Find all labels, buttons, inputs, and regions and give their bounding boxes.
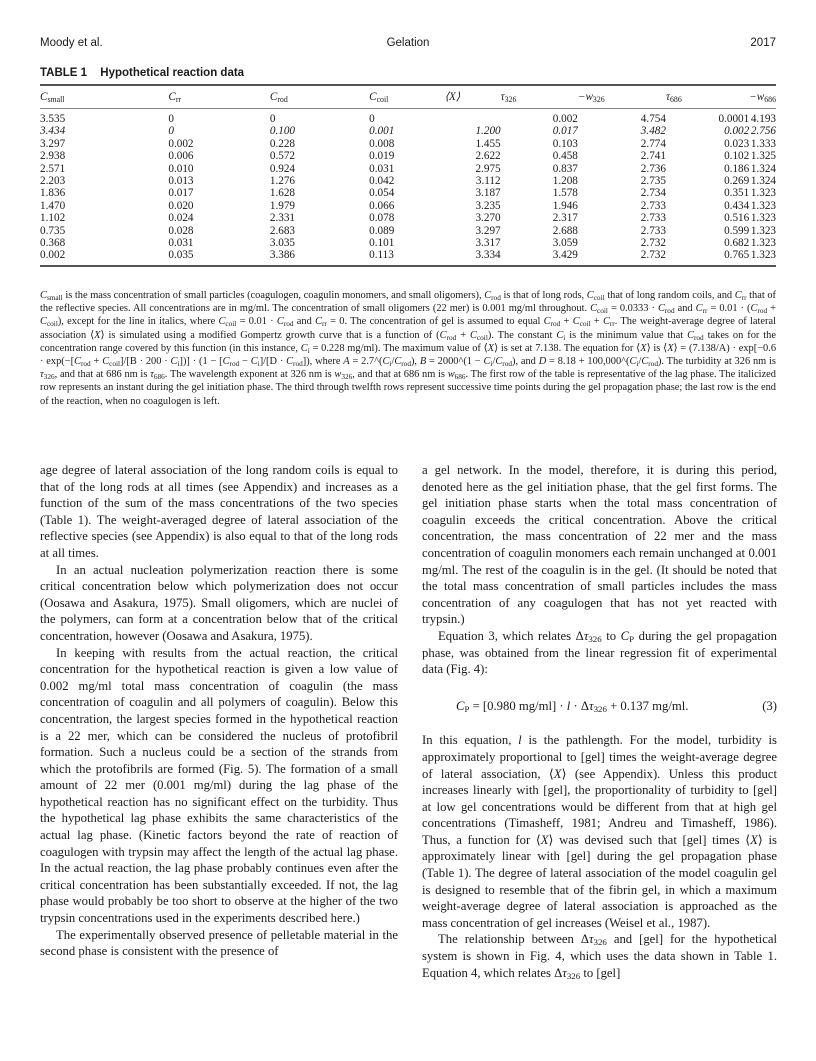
table-cell: 2.741 bbox=[640, 150, 666, 163]
table-cell: 2.733 bbox=[640, 224, 666, 237]
paragraph: a gel network. In the model, therefore, it is during this period, denoted here as the gel initiation phase, that the gel first forms. The gel initiation phase starts when the total mass concentration of coagulin exceeds the critical concentration. Above the critical concentration, the mass concentration of 22 mer and the mass concentration of coagulin monomers each remain unchanged at 0.001 mg/ml. The rest of the coagulin is in the gel. (It should be noted that the total mass concentration of small particles includes the mass concentration of any coagulogen that has not yet reacted with trypsin.) bbox=[422, 463, 777, 627]
column-header: $-w_{326}$ bbox=[577, 90, 605, 104]
table-cell: 1.276 bbox=[269, 175, 296, 188]
table-cell: 0.269 bbox=[724, 175, 750, 188]
table-cell: 2.203 bbox=[40, 175, 66, 188]
table-cell: 3.059 bbox=[552, 237, 578, 250]
table-cell: 3.429 bbox=[552, 249, 578, 262]
column-header: $C_{rod}$ bbox=[269, 90, 288, 104]
table-cell: 0.006 bbox=[168, 150, 194, 163]
table-cell: 3.297 bbox=[40, 137, 66, 150]
table-label: TABLE 1 bbox=[40, 67, 88, 79]
table-cell: 0.002 bbox=[40, 249, 66, 262]
table-cell: 2.732 bbox=[640, 237, 666, 250]
table-cell: 1.324 bbox=[750, 162, 776, 175]
table-body bbox=[40, 109, 776, 266]
table-cell: 3.297 bbox=[475, 224, 501, 237]
column-header: $C_{small}$ bbox=[40, 90, 65, 104]
equation-body: $C_P = [0.980$ $mg/ml] \cdot l \cdot \Delta\tau_{326} + 0.137$ mg/ml. bbox=[456, 698, 689, 714]
table-row bbox=[40, 187, 776, 199]
table-cell: 0.002 bbox=[724, 125, 750, 138]
table-cell: 2.732 bbox=[640, 249, 666, 262]
table-cell: 2.734 bbox=[640, 187, 666, 200]
table-cell: 4.754 bbox=[640, 113, 666, 125]
column-header: $\tau_{326}$ bbox=[500, 90, 517, 104]
table-cell: 0.0001 bbox=[718, 113, 750, 125]
table-cell: 1.324 bbox=[750, 175, 776, 188]
table-cell: 3.035 bbox=[269, 237, 296, 250]
table-cell: 4.193 bbox=[750, 113, 776, 125]
table-cell: 0.103 bbox=[552, 137, 578, 150]
table-cell: 0.042 bbox=[369, 175, 395, 188]
table-cell: 2.683 bbox=[269, 224, 296, 237]
table-cell: 1.979 bbox=[269, 199, 296, 212]
table-cell: 1.323 bbox=[750, 199, 776, 212]
table-cell: 1.836 bbox=[40, 187, 66, 200]
table-cell: 0 bbox=[168, 113, 174, 125]
table-cell: 1.628 bbox=[269, 187, 296, 200]
table-cell: 3.535 bbox=[40, 113, 66, 125]
table-row bbox=[40, 249, 776, 265]
table-cell: 0.599 bbox=[724, 224, 750, 237]
running-head bbox=[40, 37, 776, 53]
table-cell: 2.331 bbox=[269, 212, 296, 225]
paragraph: age degree of lateral association of the long random coils is equal to that of the long rods at all times (see Appendix) and increases as a function of the sum of the mass concentrations of the two species (Table 1). The weight-averaged degree of lateral association of the reflective species (see Appendix) is also equal to that of the long rods at all times. bbox=[40, 463, 398, 560]
body-right-column bbox=[422, 462, 777, 981]
table-cell: 0.035 bbox=[168, 249, 194, 262]
table-cell: 0.031 bbox=[369, 162, 395, 175]
table-cell: 0.113 bbox=[369, 249, 394, 262]
table-cell: 2.733 bbox=[640, 199, 666, 212]
column-header: $-w_{686}$ bbox=[749, 90, 776, 104]
paragraph: The relationship between $\Delta\tau_{326}$ and [gel] for the hypothetical system is shown in Fig. 4, which uses the data shown in Table 1. Equation 4, which relates $\Delta\tau_{326}$ to [gel] bbox=[422, 932, 777, 981]
table-row bbox=[40, 225, 776, 237]
table-cell: 1.102 bbox=[40, 212, 66, 225]
table-cell: 1.323 bbox=[750, 249, 776, 262]
table-cell: 2.736 bbox=[640, 162, 666, 175]
table-cell: 0.054 bbox=[369, 187, 395, 200]
table-cell: 1.946 bbox=[552, 199, 578, 212]
table-cell: 0.017 bbox=[552, 125, 578, 138]
table-cell: 0.837 bbox=[552, 162, 578, 175]
table-cell: 1.200 bbox=[475, 125, 501, 138]
table-cell: 0.078 bbox=[369, 212, 395, 225]
table-cell: 2.622 bbox=[475, 150, 501, 163]
table-cell: 0.368 bbox=[40, 237, 66, 250]
table-cell bbox=[445, 109, 501, 126]
table-cell: 1.333 bbox=[750, 137, 776, 150]
equation-number: (3) bbox=[762, 698, 777, 713]
data-table-container bbox=[40, 84, 776, 267]
table-title: Hypothetical reaction data bbox=[100, 67, 245, 79]
equation-3 bbox=[422, 698, 777, 715]
page-number: 2017 bbox=[750, 37, 776, 49]
table-cell: 0 bbox=[269, 113, 276, 125]
table-cell: 2.317 bbox=[552, 212, 578, 225]
table-cell: 0.572 bbox=[269, 150, 296, 163]
table-cell: 3.270 bbox=[475, 212, 501, 225]
table-row bbox=[40, 109, 776, 126]
table-cell: 0.001 bbox=[369, 125, 395, 138]
body-left-column bbox=[40, 462, 398, 960]
table-cell: 3.334 bbox=[475, 249, 501, 262]
table-cell: 0.186 bbox=[724, 162, 750, 175]
table-row bbox=[40, 163, 776, 175]
paragraph: In keeping with results from the actual reaction, the critical concentration for the hypothetical reaction is given a low value of 0.002 mg/ml total mass concentration of coagulin (the mass concentration of coagulin and all polymers of coagulin). Below this concentration, the largest species formed in the hypothetical reaction is a 22 mer, which can be considered the nucleus of protofibril formation. Such a nucleus could be a section of the strands from which the protofibrils are formed (Fig. 5). The formation of a small amount of 22 mer (0.001 mg/ml) during the lag phase of the hypothetical reaction has no significant effect on the turbidity. Thus the hypothetical lag phase exhibits the same characteristics of the actual lag phase. (Kinetic factors beyond the rate of reaction of coagulogen with trypsin may affect the length of the actual lag phase. In the actual reaction, the lag phase probably continues even after the critical concentration has been substantially exceeded. If not, the lag phase would probably be too short to observe at the higher of the two trypsin concentrations used in the experiments described here.) bbox=[40, 645, 398, 926]
table-cell: 0.434 bbox=[724, 199, 750, 212]
paragraph: In an actual nucleation polymerization reaction there is some critical concentration below which polymerization does not occur (Oosawa and Asakura, 1975). Small oligomers, which are nuclei of the polymers, can form at a concentration below that of the critical concentration, however (Oosawa and Asakura, 1975). bbox=[40, 562, 398, 643]
table-cell: 3.434 bbox=[40, 125, 66, 138]
running-head-authors: Moody et al. bbox=[40, 37, 103, 49]
table-cell: 1.323 bbox=[750, 237, 776, 250]
table-cell: 2.688 bbox=[552, 224, 578, 237]
table-cell: 3.235 bbox=[475, 199, 501, 212]
table-cell: 0.002 bbox=[552, 113, 578, 125]
table-cell: 0.002 bbox=[168, 137, 194, 150]
table-cell: 1.323 bbox=[750, 187, 776, 200]
table-cell: 0.017 bbox=[168, 187, 194, 200]
table-row bbox=[40, 237, 776, 249]
table-cell: 3.482 bbox=[640, 125, 666, 138]
table-cell: 0.031 bbox=[168, 237, 194, 250]
table-cell: 2.975 bbox=[475, 162, 501, 175]
table-cell: 0.066 bbox=[369, 199, 395, 212]
table-cell: 2.938 bbox=[40, 150, 66, 163]
table-header-row bbox=[40, 85, 776, 109]
table-cell: 3.317 bbox=[475, 237, 501, 250]
column-header: $C_{coil}$ bbox=[369, 90, 389, 104]
column-header: $C_{rr}$ bbox=[168, 90, 182, 104]
table-cell: 3.112 bbox=[475, 175, 501, 188]
table-cell: 2.571 bbox=[40, 162, 66, 175]
data-table bbox=[40, 84, 776, 267]
table-cell: 2.756 bbox=[750, 125, 776, 138]
table-cell: 0.100 bbox=[269, 125, 296, 138]
table-cell: 1.455 bbox=[475, 137, 501, 150]
table-cell: 1.470 bbox=[40, 199, 66, 212]
table-cell: 0.458 bbox=[552, 150, 578, 163]
table-row bbox=[40, 125, 776, 137]
table-cell: 2.735 bbox=[640, 175, 666, 188]
table-row bbox=[40, 200, 776, 212]
table-caption bbox=[40, 67, 244, 79]
table-cell: 1.208 bbox=[552, 175, 578, 188]
table-cell: 0.924 bbox=[269, 162, 296, 175]
table-cell: 0.516 bbox=[724, 212, 750, 225]
paragraph: The experimentally observed presence of pelletable material in the second phase is consistent with the presence of bbox=[40, 927, 398, 959]
paragraph: In this equation, l is the pathlength. For the model, turbidity is approximately proportional to [gel] times the weight-average degree of lateral association, ⟨X⟩ (see Appendix). Unless this product increases linearly with [gel], the proportionality of turbidity to [gel] at low gel concentrations would be different from that at high gel concentrations (Timasheff, 1981; Andreu and Timasheff, 1986). Thus, a function for ⟨X⟩ was devised such that [gel] times ⟨X⟩ is approximately linear with [gel] during the gel propagation phase (Table 1). The degree of lateral association of the model coagulin gel is designed to resemble that of the fibrin gel, in which a maximum weight-average degree of lateral association is approached as the mass concentration of gel increases (Weisel et al., 1987). bbox=[422, 733, 778, 930]
table-row bbox=[40, 138, 776, 150]
table-cell: 0.010 bbox=[168, 162, 194, 175]
running-head-section: Gelation bbox=[386, 37, 430, 49]
table-cell: 1.323 bbox=[750, 212, 776, 225]
table-cell: 0.735 bbox=[40, 224, 66, 237]
column-header: ⟨X⟩ bbox=[444, 90, 461, 103]
table-cell: 0.682 bbox=[724, 237, 750, 250]
table-cell: 0.008 bbox=[369, 137, 395, 150]
table-cell: 0.024 bbox=[168, 212, 194, 225]
table-cell: 0.765 bbox=[724, 249, 750, 262]
table-cell: 0.019 bbox=[369, 150, 395, 163]
table-cell: 0.020 bbox=[168, 199, 194, 212]
table-footnote: $C_{small}$ is the mass concentration of small particles (coagulogen, coagulin monomers, and small oligomers), $C_{rod}$ is that of long rods, $C_{coil}$ that of long random coils, and $C_{rr}$ that of the reflective species. All concentrations are in mg/ml. The concentration of small oligomers (22 mer) is 0.001 mg/ml throughout. $C_{coil} = 0.0333 \cdot C_{rod}$ and $C_{rr} = 0.01 \cdot (C_{rod} + C_{coil})$, except for the line in italics, where $C_{coil} = 0.01 \cdot C_{rod}$ and $C_{rr} = 0$. The concentration of gel is assumed to equal $C_{rod} + C_{coil} + C_{rr}$. The weight-average degree of lateral association ⟨X⟩ is simulated using a modified Gompertz growth curve that is a function of $(C_{rod} + C_{coil})$. The constant $C_i$ is the minimum value that $C_{rod}$ takes on for the concentration range covered by this function (in this instance, $C_i = 0.228$ mg/ml). The maximum value of ⟨X⟩ is set at 7.138. The equation for ⟨X⟩ is ⟨X⟩ = $(7.138/A) \cdot \exp[-0.6 \cdot \exp(-[C_{rod} + C_{coil}]/[B \cdot 200 \cdot C_i])] \cdot (1 - [C_{rod} - C_i]/[D \cdot C_{rod}])$, where $A = 2.7\^{}(C_i/C_{rod})$, B = 2000^(1 − $C_i/C_{rod}$), and $D = 8.18 + 100,000\^{}(C_i/C_{rod})$. The turbidity at 326 nm is $\tau_{326}$, and that at 686 nm is $\tau_{686}$. The wavelength exponent at 326 nm is $w_{326}$, and that at 686 nm is $w_{686}$. The first row of the table is representative of the lag phase. The italicized row represents an instant during the gel initiation phase. The third through twelfth rows represent successive time points during the gel propagation phase; the last row is the end of the reaction, when no coagulogen is left. bbox=[40, 290, 777, 407]
table-cell: 0.028 bbox=[168, 224, 194, 237]
column-header: $\tau_{686}$ bbox=[665, 90, 682, 104]
paragraph: Equation 3, which relates $\Delta\tau_{326}$ to $C_P$ during the gel propagation phase, was obtained from the linear regression fit of experimental data (Fig. 4): bbox=[422, 628, 778, 677]
table-cell: 1.578 bbox=[552, 187, 578, 200]
table-cell: 1.323 bbox=[750, 224, 776, 237]
table-cell: 2.733 bbox=[640, 212, 666, 225]
table-cell: 0.013 bbox=[168, 175, 194, 188]
table-row bbox=[40, 175, 776, 187]
table-cell: 3.386 bbox=[269, 249, 296, 262]
table-cell: 0 bbox=[369, 113, 375, 125]
table-cell: 1.325 bbox=[750, 150, 776, 163]
table-cell: 0.089 bbox=[369, 224, 395, 237]
table-row bbox=[40, 150, 776, 162]
table-cell: 2.774 bbox=[640, 137, 666, 150]
table-cell: 0.023 bbox=[724, 137, 750, 150]
table-cell: 0.101 bbox=[369, 237, 395, 250]
table-row bbox=[40, 212, 776, 224]
table-cell: 3.187 bbox=[475, 187, 501, 200]
table-cell: 0.102 bbox=[724, 150, 750, 163]
table-cell: 0.351 bbox=[724, 187, 750, 200]
table-cell: 0.228 bbox=[269, 137, 296, 150]
table-cell: 0 bbox=[168, 125, 174, 138]
